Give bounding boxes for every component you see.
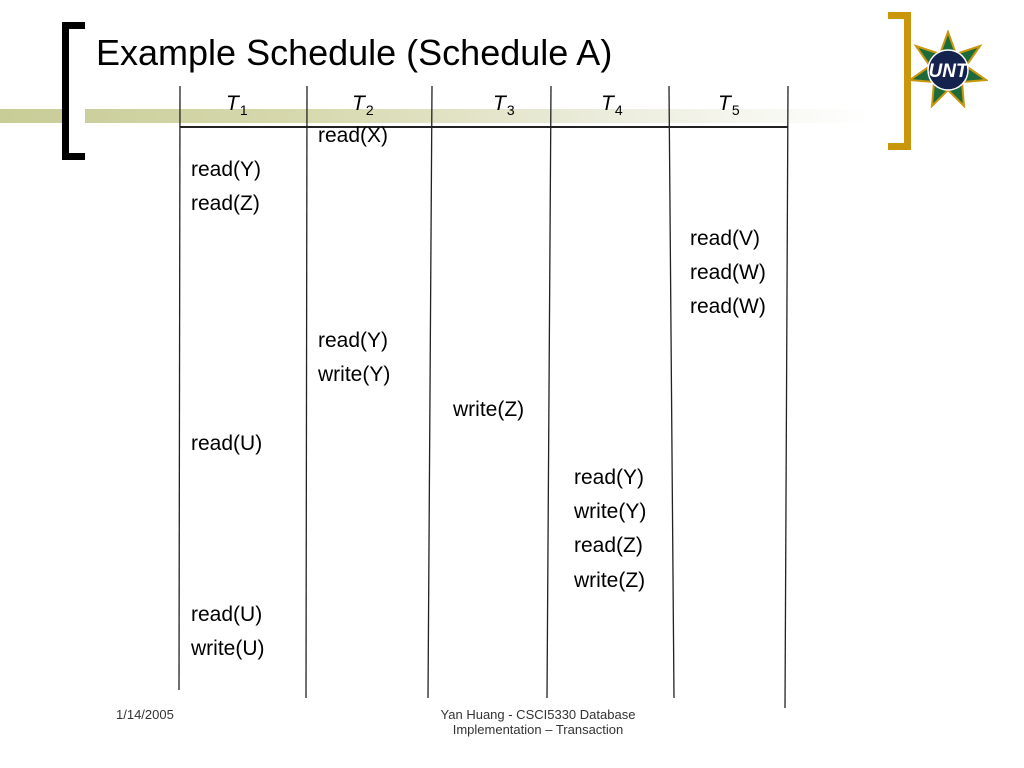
column-header-subscript: 5 [731,102,740,118]
schedule-operation: read(Y) [191,158,262,182]
footer-date: 1/14/2005 [116,707,174,722]
footer-line-2: Implementation – Transaction [452,722,624,737]
schedule-operation: write(U) [191,637,265,660]
schedule-operation: read(U) [191,431,263,455]
schedule-operation: read(X) [318,124,389,147]
schedule-operation: read(Z) [191,192,260,216]
footer-course [418,707,658,737]
schedule-operation: write(Z) [453,397,525,421]
schedule-operation: read(W) [690,295,766,318]
schedule-operation: read(Y) [574,466,645,489]
schedule-operation: read(V) [690,226,761,250]
schedule-operation: read(W) [690,260,766,284]
schedule-operation: write(Y) [318,363,391,387]
schedule-operation: read(Y) [318,329,389,353]
slide-title: Example Schedule (Schedule A) [96,32,613,73]
schedule-operation: read(U) [191,602,263,626]
column-header-subscript: 1 [239,102,248,118]
column-header-name: T [226,92,239,115]
logo-text: UNT [928,61,968,82]
schedule-operation: write(Y) [574,500,647,524]
column-header-subscript: 4 [614,102,623,118]
column-header-name: T [601,92,614,115]
schedule-operation: write(Z) [574,568,646,592]
column-header-subscript: 3 [506,102,515,118]
column-header-name: T [352,92,365,115]
schedule-operation: read(Z) [574,534,643,558]
footer-line-1: Yan Huang - CSCI5330 Database [440,707,636,722]
column-header-name: T [718,92,731,115]
column-header-name: T [493,92,506,115]
column-header-subscript: 2 [365,102,374,118]
